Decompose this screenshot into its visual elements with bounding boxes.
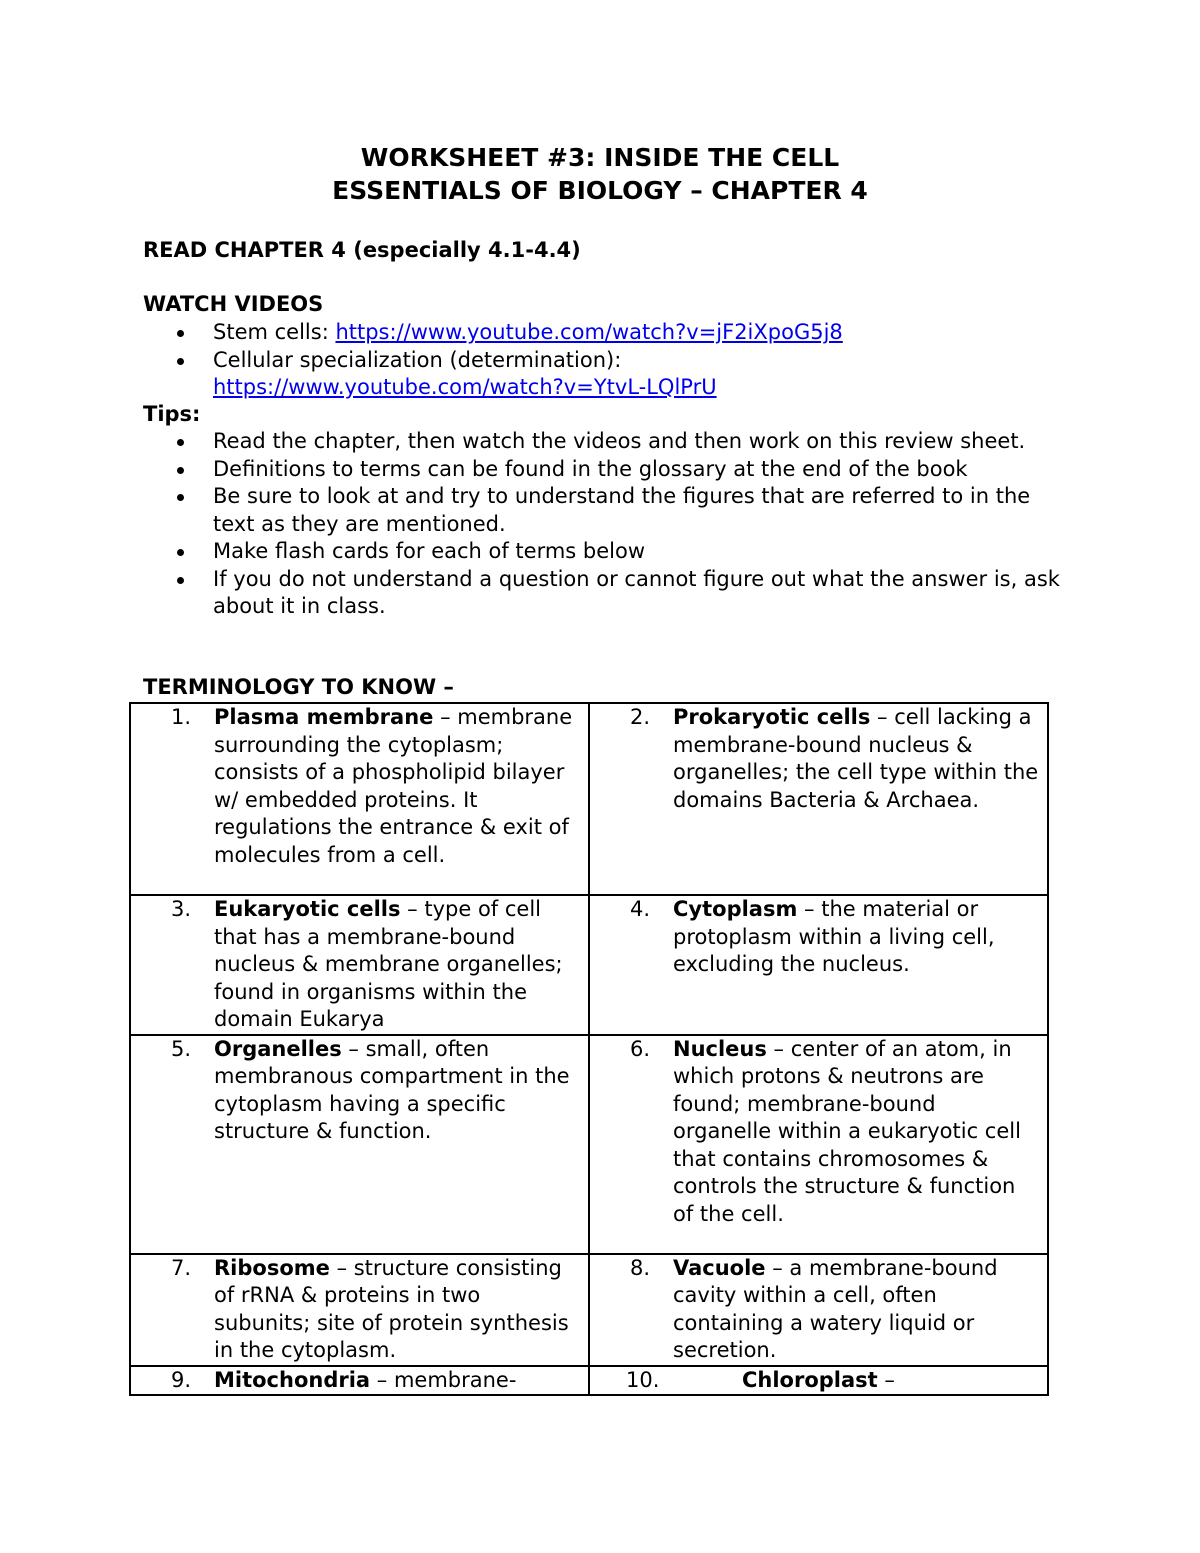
term-number: 7. (171, 1255, 192, 1280)
term-definition: – type of cell that has a membrane-bound nucleus & membrane organelles; found in organisms within the domain Eukarya (214, 897, 563, 1031)
video-list (143, 319, 1073, 402)
term-definition: – small, often membranous compartment in the cytoplasm having a specific structure & function. (214, 1036, 570, 1143)
term-definition: – cell lacking a membrane-bound nucleus & organelles; the cell type within the domains Bacteria & Archaea. (673, 705, 1039, 812)
term-name: Cytoplasm (673, 897, 798, 921)
term-definition: – membrane surrounding the cytoplasm; consists of a phospholipid bilayer w/ embedded proteins. It regulations the entrance & exit of molecules from a cell. (214, 705, 573, 867)
video-label: Cellular specialization (determination): (213, 347, 622, 372)
term-entry (590, 1036, 1047, 1229)
list-item: Make flash cards for each of terms below (143, 538, 1063, 566)
term-entry (131, 1036, 588, 1146)
term-definition: – center of an atom, in which protons & neutrons are found; membrane-bound organelle within a eukaryotic cell that contains chromosomes & controls the structure & function of the cell. (673, 1036, 1021, 1226)
term-name: Plasma membrane (214, 705, 434, 729)
term-number: 9. (171, 1367, 192, 1392)
list-item: Read the chapter, then watch the videos and then work on this review sheet. (143, 428, 1063, 456)
term-number: 6. (630, 1036, 651, 1061)
table-cell (130, 1366, 589, 1396)
term-number: 3. (171, 897, 192, 921)
table-cell (130, 703, 589, 895)
table-row (130, 703, 1048, 895)
term-name: Prokaryotic cells (673, 705, 871, 729)
tips-list (143, 428, 1063, 621)
table-cell (589, 895, 1048, 1035)
term-definition: – a membrane-bound cavity within a cell, often containing a watery liquid or secretion. (673, 1255, 998, 1362)
term-number: 4. (630, 897, 651, 921)
video-link[interactable]: https://www.youtube.com/watch?v=jF2iXpoG5j8 (335, 320, 843, 344)
table-cell (589, 1254, 1048, 1366)
list-item (143, 319, 1073, 347)
term-entry (131, 1367, 588, 1395)
table-cell (589, 703, 1048, 895)
video-link[interactable]: https://www.youtube.com/watch?v=YtvL-LQlPrU (213, 375, 717, 399)
term-number: 2. (630, 705, 651, 729)
term-name: Organelles (214, 1036, 342, 1061)
table-row (130, 1254, 1048, 1366)
term-number: 5. (171, 1036, 192, 1061)
term-definition: – (877, 1367, 895, 1392)
table-row (130, 1035, 1048, 1254)
term-name: Chloroplast (742, 1367, 878, 1392)
table-cell (130, 1035, 589, 1254)
term-number: 10. (626, 1367, 660, 1392)
read-chapter-heading: READ CHAPTER 4 (especially 4.1-4.4) (143, 238, 581, 262)
term-number: 1. (171, 705, 192, 729)
term-entry (590, 896, 1047, 979)
terminology-heading: TERMINOLOGY TO KNOW – (143, 675, 454, 699)
worksheet-title: WORKSHEET #3: INSIDE THE CELL (360, 143, 840, 172)
term-number: 8. (630, 1255, 651, 1280)
term-name: Mitochondria (214, 1367, 371, 1392)
term-definition: – structure consisting of rRNA & proteins in two subunits; site of protein synthesis in the cytoplasm. (214, 1255, 569, 1362)
table-cell (589, 1035, 1048, 1254)
term-entry (131, 1255, 588, 1365)
term-entry (590, 1255, 1047, 1365)
table-row (130, 1366, 1048, 1396)
term-name: Ribosome (214, 1255, 330, 1280)
term-name: Eukaryotic cells (214, 897, 401, 921)
watch-videos-heading: WATCH VIDEOS (143, 292, 324, 316)
term-name: Vacuole (673, 1255, 766, 1280)
worksheet-subtitle: ESSENTIALS OF BIOLOGY – CHAPTER 4 (332, 176, 868, 205)
term-entry (590, 704, 1047, 814)
term-name: Nucleus (673, 1036, 767, 1061)
table-cell (130, 1254, 589, 1366)
term-entry (131, 896, 588, 1034)
table-row (130, 895, 1048, 1035)
list-item (143, 347, 1073, 402)
term-definition: – the material or protoplasm within a living cell, excluding the nucleus. (673, 897, 995, 976)
list-item: Be sure to look at and try to understand the figures that are referred to in the text as they are mentioned. (143, 483, 1063, 538)
list-item: If you do not understand a question or cannot figure out what the answer is, ask about it in class. (143, 566, 1063, 621)
list-item: Definitions to terms can be found in the glossary at the end of the book (143, 456, 1063, 484)
tips-heading: Tips: (143, 402, 201, 426)
term-definition: – membrane- (370, 1367, 517, 1392)
terminology-table (129, 702, 1049, 1396)
table-cell (130, 895, 589, 1035)
table-cell (589, 1366, 1048, 1396)
term-entry (131, 704, 588, 869)
term-entry (590, 1367, 1047, 1395)
video-label: Stem cells: (213, 320, 336, 344)
